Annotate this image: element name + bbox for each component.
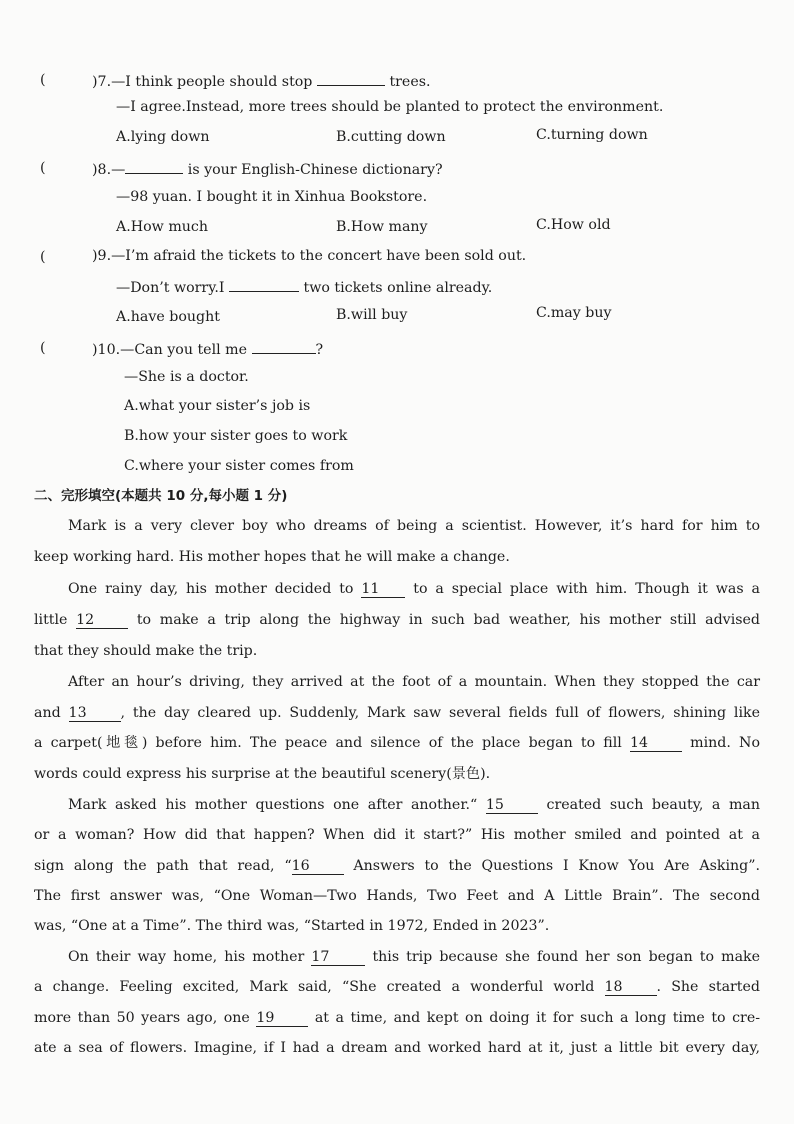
question-9-option-c[interactable]: C.may buy bbox=[536, 305, 612, 321]
question-10-blank[interactable] bbox=[252, 339, 316, 354]
question-10-option-b[interactable]: B.how your sister goes to work bbox=[124, 428, 348, 444]
passage-p3-line4: words could express his surprise at the beautiful scenery(景色). bbox=[34, 766, 491, 782]
question-8-response: —98 yuan. I bought it in Xinhua Bookstore. bbox=[116, 189, 428, 205]
question-10-number: 10. bbox=[97, 342, 121, 358]
blank-12[interactable]: 12 bbox=[76, 612, 128, 629]
question-8-text-before: — bbox=[111, 162, 126, 178]
blank-11[interactable]: 11 bbox=[361, 581, 405, 598]
question-9-option-a[interactable]: A.have bought bbox=[116, 309, 220, 325]
passage-p4-line5: was, “One at a Time”. The third was, “Started in 1972, Ended in 2023”. bbox=[34, 918, 550, 934]
question-8-option-a[interactable]: A.How much bbox=[116, 219, 208, 235]
question-9-response-before: —Don’t worry.I bbox=[116, 280, 225, 296]
answer-paren-open-8: ( bbox=[40, 160, 46, 176]
question-7-text-after: trees. bbox=[389, 74, 431, 90]
question-7-option-a[interactable]: A.lying down bbox=[116, 129, 210, 145]
passage-p1-line2: keep working hard. His mother hopes that he will make a change. bbox=[34, 549, 510, 565]
passage-p1-line1: Mark is a very clever boy who dreams of being a scientist. However, it’s hard for him to bbox=[68, 518, 760, 534]
passage-p4-line4: The first answer was, “One Woman—Two Hands, Two Feet and A Little Brain”. The second bbox=[34, 888, 760, 904]
question-10-option-a[interactable]: A.what your sister’s job is bbox=[124, 398, 311, 414]
answer-paren-open-7: ( bbox=[40, 72, 46, 88]
question-10-option-c[interactable]: C.where your sister comes from bbox=[124, 458, 354, 474]
passage-p4-line1: Mark asked his mother questions one after another.“ 15 created such beauty, a man bbox=[68, 797, 760, 813]
passage-p3-line3: a carpet(地毯) before him. The peace and silence of the place began to fill 14 mind. No bbox=[34, 735, 760, 751]
passage-p3-line2: and 13 , the day cleared up. Suddenly, Mark saw several fields full of flowers, shining like bbox=[34, 705, 760, 721]
question-10-text-after: ? bbox=[315, 342, 324, 358]
passage-p5-line2: a change. Feeling excited, Mark said, “She created a wonderful world 18 . She started bbox=[34, 979, 760, 995]
blank-19[interactable]: 19 bbox=[256, 1010, 308, 1027]
question-9-option-b[interactable]: B.will buy bbox=[336, 307, 408, 323]
question-8-text-after: is your English-Chinese dictionary? bbox=[187, 162, 443, 178]
blank-14[interactable]: 14 bbox=[630, 735, 682, 752]
answer-paren-close-10: ) bbox=[92, 342, 98, 358]
question-8-blank[interactable] bbox=[125, 159, 183, 174]
blank-13[interactable]: 13 bbox=[69, 705, 121, 722]
question-9-prompt bbox=[92, 247, 526, 265]
passage-p5-line1: On their way home, his mother 17 this trip because she found her son began to make bbox=[68, 949, 761, 965]
answer-paren-open-9: ( bbox=[40, 249, 46, 265]
question-8-option-c[interactable]: C.How old bbox=[536, 217, 611, 233]
question-8-prompt bbox=[92, 159, 443, 179]
answer-paren-close-8: ) bbox=[92, 162, 98, 178]
question-10-prompt bbox=[92, 339, 323, 359]
question-8-number: 8. bbox=[97, 162, 112, 178]
question-9-response-after: two tickets online already. bbox=[303, 280, 493, 296]
passage-p4-line3: sign along the path that read, “16 Answers to the Questions I Know You Are Asking”. bbox=[34, 858, 761, 874]
blank-16[interactable]: 16 bbox=[292, 858, 344, 875]
blank-18[interactable]: 18 bbox=[605, 979, 657, 996]
question-7-text-before: —I think people should stop bbox=[111, 74, 313, 90]
question-7-option-b[interactable]: B.cutting down bbox=[336, 129, 446, 145]
question-7-option-c[interactable]: C.turning down bbox=[536, 127, 648, 143]
question-7-number: 7. bbox=[97, 74, 112, 90]
blank-15[interactable]: 15 bbox=[486, 797, 538, 814]
blank-17[interactable]: 17 bbox=[311, 949, 365, 966]
passage-p2-line1: One rainy day, his mother decided to 11 to a special place with him. Though it was a bbox=[68, 581, 760, 597]
passage-p5-line3: more than 50 years ago, one 19 at a time, and kept on doing it for such a long time to cre- bbox=[34, 1010, 761, 1026]
passage-p2-line3: that they should make the trip. bbox=[34, 643, 258, 659]
answer-paren-close-9: ) bbox=[92, 248, 98, 264]
answer-paren-open-10: ( bbox=[40, 340, 46, 356]
question-8-option-b[interactable]: B.How many bbox=[336, 219, 428, 235]
question-7-response: —I agree.Instead, more trees should be planted to protect the environment. bbox=[116, 99, 664, 115]
question-9-text: —I’m afraid the tickets to the concert have been sold out. bbox=[111, 248, 527, 264]
question-10-text-before: —Can you tell me bbox=[120, 342, 248, 358]
question-7-prompt bbox=[92, 71, 431, 91]
answer-paren-close-7: ) bbox=[92, 74, 98, 90]
question-7-blank[interactable] bbox=[317, 71, 385, 86]
passage-p2-line2: little 12 to make a trip along the highway in such bad weather, his mother still advised bbox=[34, 612, 760, 628]
question-10-response: —She is a doctor. bbox=[124, 369, 249, 385]
question-9-response bbox=[116, 277, 492, 297]
question-9-blank[interactable] bbox=[229, 277, 299, 292]
passage-p3-line1: After an hour’s driving, they arrived at the foot of a mountain. When they stopped the car bbox=[68, 674, 760, 690]
passage-p4-line2: or a woman? How did that happen? When did it start?” His mother smiled and pointed at a bbox=[34, 827, 760, 843]
question-9-number: 9. bbox=[97, 248, 112, 264]
passage-p5-line4: ate a sea of flowers. Imagine, if I had a dream and worked hard at it, just a little bit every day, bbox=[34, 1040, 760, 1056]
section-2-title: 二、完形填空(本题共 10 分,每小题 1 分) bbox=[34, 488, 288, 504]
